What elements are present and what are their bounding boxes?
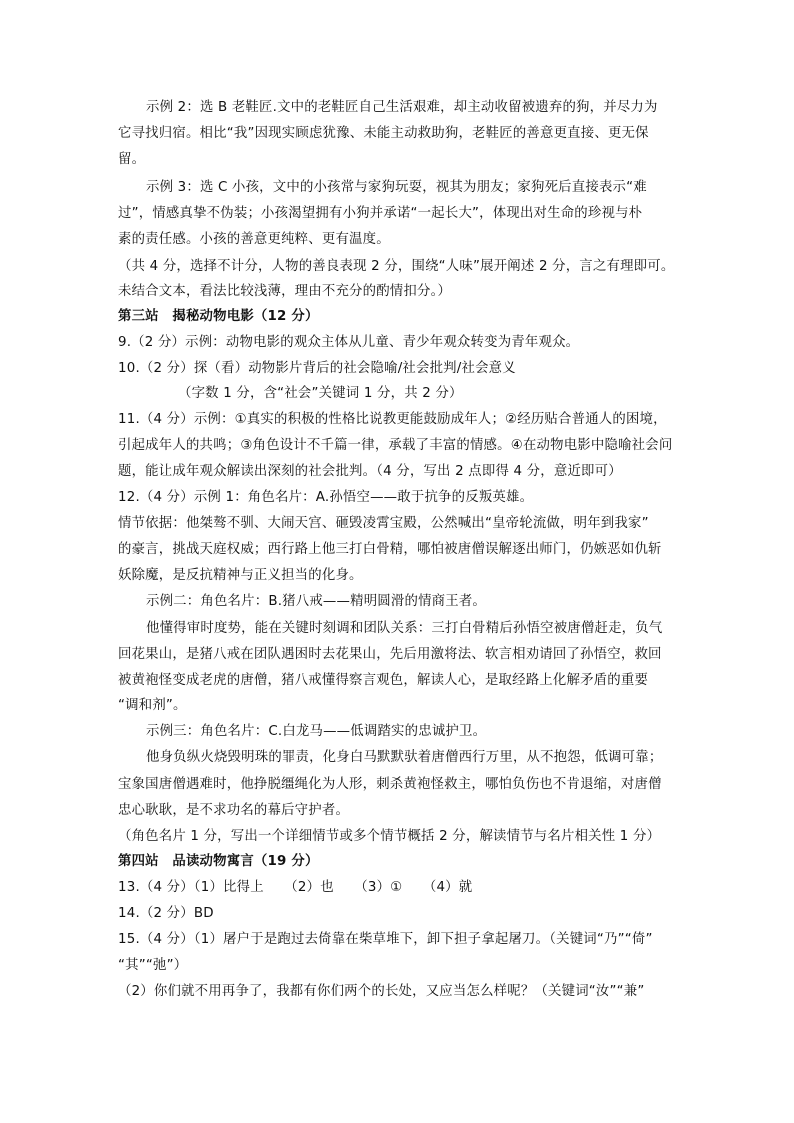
answer-line: 15.（4 分）（1）屠户于是跑过去倚靠在柴草堆下，卸下担子拿起屠刀。（关键词“乃”“倚”: [118, 932, 653, 947]
text-line: 被黄袍怪变成老虎的唐僧，猪八戒懂得察言观色，解读人心，是取经路上化解矛盾的重要: [118, 673, 649, 688]
text-line: 它寻找归宿。相比“我”因现实顾虑犹豫、未能主动救助狗，老鞋匠的善意更直接、更无保: [118, 126, 649, 141]
text-line: 示例 2：选 B 老鞋匠.文中的老鞋匠自己生活艰难，却主动收留被遗弃的狗，并尽力为: [146, 100, 658, 115]
scoring-note: （角色名片 1 分，写出一个详细情节或多个情节概括 2 分，解读情节与名片相关性 1 分）: [118, 829, 661, 844]
text-line: 他身负纵火烧毁明珠的罪责，化身白马默默驮着唐僧西行万里，从不抱怨，低调可靠；: [146, 750, 663, 765]
scoring-note: （共 4 分，选择不计分，人物的善良表现 2 分，围绕“人味”展开阐述 2 分，言之有理即可。: [118, 259, 675, 274]
scoring-note: 未结合文本，看法比较浅薄，理由不充分的酌情扣分。）: [118, 284, 452, 299]
text-line: “调和剂”。: [118, 698, 187, 713]
text-line: 示例二：角色名片：B.猪八戒——精明圆滑的情商王者。: [146, 594, 487, 609]
text-line: 的豪言，挑战天庭权威；西行路上他三打白骨精，哪怕被唐僧误解逐出师门，仍嫉恶如仇斩: [118, 542, 662, 557]
text-line: 回花果山，是猪八戒在团队遇困时去花果山，先后用激将法、软言相劝请回了孙悟空，救回: [118, 647, 662, 662]
text-line: 妖除魔，是反抗精神与正义担当的化身。: [118, 568, 363, 583]
scoring-note: （字数 1 分，含“社会”关键词 1 分，共 2 分）: [178, 386, 463, 401]
text-line: 宝象国唐僧遇难时，他挣脱缰绳化为人形，刺杀黄袍怪救主，哪怕负伤也不肯退缩，对唐僧: [118, 777, 662, 792]
answer-line: （2）你们就不用再争了，我都有你们两个的长处，又应当怎么样呢？（关键词“汝”“兼”: [118, 984, 645, 999]
text-line: 引起成年人的共鸣；③角色设计不千篇一律，承载了丰富的情感。④在动物电影中隐喻社会问: [118, 438, 673, 453]
answer-line: 9.（2 分）示例：动物电影的观众主体从儿童、青少年观众转变为青年观众。: [118, 335, 580, 350]
text-line: 示例三：角色名片：C.白龙马——低调踏实的忠诚护卫。: [146, 724, 487, 739]
answer-line: 12.（4 分）示例 1：角色名片：A.孙悟空——敢于抗争的反叛英雄。: [118, 490, 534, 505]
text-line: 忠心耿耿，是不求功名的幕后守护者。: [118, 803, 350, 818]
text-line: “其”“弛”）: [118, 958, 188, 973]
section-heading: 第四站 品读动物寓言（19 分）: [118, 854, 319, 869]
text-line: 情节依据：他桀骜不驯、大闹天宫、砸毁凌霄宝殿，公然喊出“皇帝轮流做，明年到我家”: [118, 516, 649, 531]
text-line: 过”，情感真挚不伪装；小孩渴望拥有小狗并承诺“一起长大”，体现出对生命的珍视与朴: [118, 206, 643, 221]
text-line: 留。: [118, 152, 146, 167]
text-line: 他懂得审时度势，能在关键时刻调和团队关系：三打白骨精后孙悟空被唐僧赶走，负气: [146, 621, 663, 636]
text-line: 素的责任感。小孩的善意更纯粹、更有温度。: [118, 232, 390, 247]
text-line: 题，能让成年观众解读出深刻的社会批判。（4 分，写出 2 点即得 4 分，意近即可）: [118, 464, 622, 479]
answer-line: 10.（2 分）探（看）动物影片背后的社会隐喻/社会批判/社会意义: [118, 361, 516, 376]
answer-line: 13.（4 分）（1）比得上 （2）也 （3）① （4）就: [118, 880, 473, 895]
text-line: 示例 3：选 C 小孩，文中的小孩常与家狗玩耍，视其为朋友；家狗死后直接表示“难: [146, 180, 647, 195]
answer-line: 14.（2 分）BD: [118, 906, 214, 921]
answer-line: 11.（4 分）示例：①真实的积极的性格比说教更能鼓励成年人；②经历贴合普通人的困境，: [118, 412, 667, 427]
section-heading: 第三站 揭秘动物电影（12 分）: [118, 309, 319, 324]
